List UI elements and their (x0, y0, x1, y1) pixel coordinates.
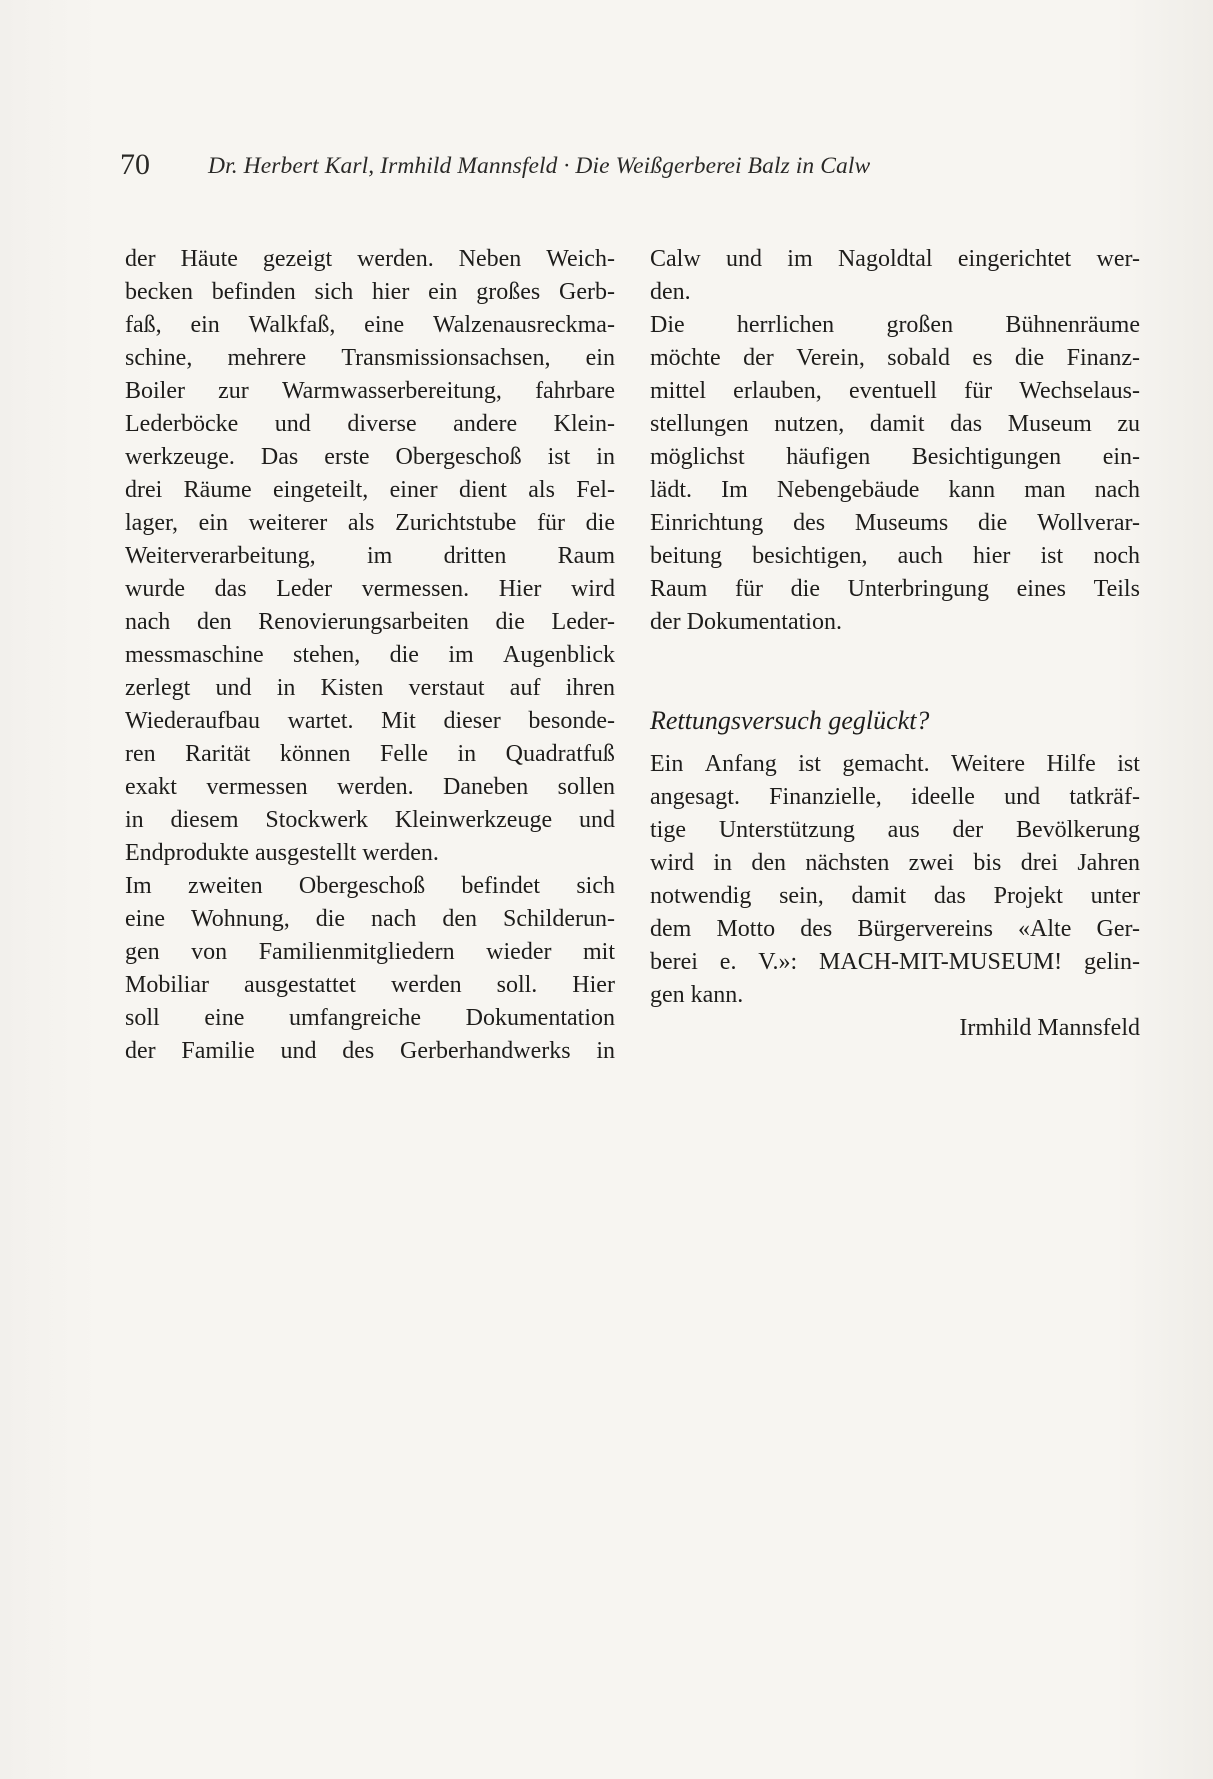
text-line: Raum für die Unterbringung eines Teils (650, 576, 1140, 602)
text-line: tige Unterstützung aus der Bevölkerung (650, 817, 1140, 843)
text-line: wird in den nächsten zwei bis drei Jahren (650, 850, 1140, 876)
text-line: mittel erlauben, eventuell für Wechselaus- (650, 378, 1140, 404)
text-line: becken befinden sich hier ein großes Gerb- (125, 279, 615, 305)
text-line: Boiler zur Warmwasserbereitung, fahrbare (125, 378, 615, 404)
text-line: den. (650, 279, 691, 305)
text-line: angesagt. Finanzielle, ideelle und tatkräf- (650, 784, 1140, 810)
text-line: gen kann. (650, 982, 744, 1008)
text-line: Ein Anfang ist gemacht. Weitere Hilfe ist (650, 751, 1140, 777)
text-line: möglichst häufigen Besichtigungen ein- (650, 444, 1140, 470)
text-line: schine, mehrere Transmissionsachsen, ein (125, 345, 615, 371)
text-line: möchte der Verein, sobald es die Finanz- (650, 345, 1140, 371)
text-line: ren Rarität können Felle in Quadratfuß (125, 741, 615, 767)
author-signature (650, 1012, 1140, 1045)
running-head: Dr. Herbert Karl, Irmhild Mannsfeld · Die Weißgerberei Balz in Calw (208, 153, 871, 179)
text-line: Calw und im Nagoldtal eingerichtet wer- (650, 246, 1140, 272)
page-header (120, 145, 980, 185)
text-line: lager, ein weiterer als Zurichtstube für die (125, 510, 615, 536)
text-line: zerlegt und in Kisten verstaut auf ihren (125, 675, 615, 701)
text-line: Lederböcke und diverse andere Klein- (125, 411, 615, 437)
text-line: notwendig sein, damit das Projekt unter (650, 883, 1140, 909)
text-line: messmaschine stehen, die im Augenblick (125, 642, 615, 668)
left-text-column (125, 243, 615, 1068)
text-line: beitung besichtigen, auch hier ist noch (650, 543, 1140, 569)
text-line: Einrichtung des Museums die Wollverar- (650, 510, 1140, 536)
author-name: Irmhild Mannsfeld (959, 1015, 1140, 1041)
text-line: exakt vermessen werden. Daneben sollen (125, 774, 615, 800)
text-line: werkzeuge. Das erste Obergeschoß ist in (125, 444, 615, 470)
text-line: wurde das Leder vermessen. Hier wird (125, 576, 615, 602)
section-subheading: Rettungsversuch geglückt? (650, 706, 930, 735)
text-line: faß, ein Walkfaß, eine Walzenausreckma- (125, 312, 615, 338)
text-line: der Dokumentation. (650, 609, 842, 635)
right-closing-paragraph (650, 748, 1140, 1012)
text-line: stellungen nutzen, damit das Museum zu (650, 411, 1140, 437)
text-line: gen von Familienmitgliedern wieder mit (125, 939, 615, 965)
text-line: Die herrlichen großen Bühnenräume (650, 312, 1140, 338)
text-line: in diesem Stockwerk Kleinwerkzeuge und (125, 807, 615, 833)
text-line: der Häute gezeigt werden. Neben Weich- (125, 246, 615, 272)
page-number: 70 (120, 148, 150, 181)
right-text-column (650, 243, 1140, 1045)
text-line: dem Motto des Bürgervereins «Alte Ger- (650, 916, 1140, 942)
text-line: Wiederaufbau wartet. Mit dieser besonde- (125, 708, 615, 734)
text-line: soll eine umfangreiche Dokumentation (125, 1005, 615, 1031)
text-line: Mobiliar ausgestattet werden soll. Hier (125, 972, 615, 998)
text-line: drei Räume eingeteilt, einer dient als Fel- (125, 477, 615, 503)
text-line: berei e. V.»: MACH-MIT-MUSEUM! gelin- (650, 949, 1140, 975)
text-line: Im zweiten Obergeschoß befindet sich (125, 873, 615, 899)
text-line: lädt. Im Nebengebäude kann man nach (650, 477, 1140, 503)
text-line: Endprodukte ausgestellt werden. (125, 840, 439, 866)
text-line: der Familie und des Gerberhandwerks in (125, 1038, 615, 1064)
text-line: Weiterverarbeitung, im dritten Raum (125, 543, 615, 569)
right-paragraphs (650, 243, 1140, 639)
text-line: eine Wohnung, die nach den Schilderun- (125, 906, 615, 932)
text-line: nach den Renovierungsarbeiten die Leder- (125, 609, 615, 635)
